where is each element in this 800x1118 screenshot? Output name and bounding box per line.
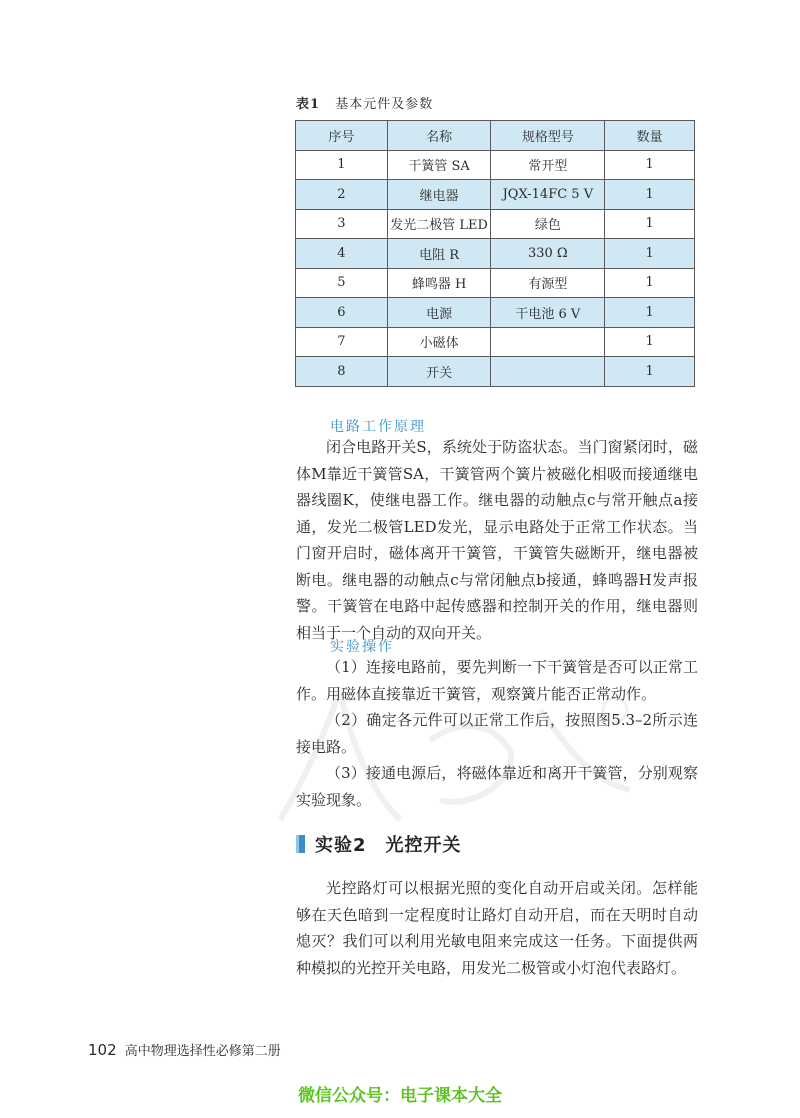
cell-name: 干簧管 SA: [387, 150, 491, 180]
cell-spec: 常开型: [491, 150, 605, 180]
operation-step-2: （2）确定各元件可以正常工作后，按照图5.3–2所示连接电路。: [296, 711, 698, 756]
table-row: [296, 239, 695, 269]
header-spec: 规格型号: [491, 121, 605, 151]
cell-index: 3: [296, 209, 388, 239]
table-row: [296, 180, 695, 210]
table-caption: [296, 93, 433, 112]
book-title: 高中物理选择性必修第二册: [124, 1044, 281, 1059]
cell-quantity: 1: [605, 180, 695, 210]
cell-quantity: 1: [605, 268, 695, 298]
table-header-row: [296, 121, 695, 151]
cell-index: 2: [296, 180, 388, 210]
cell-quantity: 1: [605, 327, 695, 357]
cell-spec: JQX-14FC 5 V: [491, 180, 605, 210]
publisher-watermark: [270, 680, 650, 830]
table-row: [296, 268, 695, 298]
section-heading: [296, 831, 462, 857]
header-index: 序号: [296, 121, 388, 151]
cell-spec: [491, 357, 605, 387]
section-title: 实验2 光控开关: [315, 835, 462, 856]
header-quantity: 数量: [605, 121, 695, 151]
cell-name: 开关: [387, 357, 491, 387]
section-bar-icon: [296, 835, 305, 853]
page-footer: [88, 1040, 281, 1059]
operation-step-1: （1）连接电路前，要先判断一下干簧管是否可以正常工作。用磁体直接靠近干簧管，观察簧片能否正常动作。: [296, 658, 698, 703]
cell-index: 7: [296, 327, 388, 357]
cell-quantity: 1: [605, 150, 695, 180]
cell-quantity: 1: [605, 239, 695, 269]
cell-index: 4: [296, 239, 388, 269]
table-row: [296, 150, 695, 180]
cell-name: 发光二极管 LED: [387, 209, 491, 239]
section-paragraph: 光控路灯可以根据光照的变化自动开启或关闭。怎样能够在天色暗到一定程度时让路灯自动开启，而在天明时自动熄灭？我们可以利用光敏电阻来完成这一任务。下面提供两种模拟的光控开关电路，用发光二极管或小灯泡代表路灯。: [296, 879, 698, 977]
cell-spec: [491, 327, 605, 357]
cell-index: 6: [296, 298, 388, 328]
cell-index: 5: [296, 268, 388, 298]
cell-spec: 有源型: [491, 268, 605, 298]
table-row: [296, 327, 695, 357]
cell-name: 电源: [387, 298, 491, 328]
page-number: 102: [88, 1041, 117, 1059]
principle-paragraph: 闭合电路开关S，系统处于防盗状态。当门窗紧闭时，磁体M靠近干簧管SA，干簧管两个簧片被磁化相吸而接通继电器线圈K，使继电器工作。继电器的动触点c与常开触点a接通，发光二极管LED发光，显示电路处于正常工作状态。当门窗开启时，磁体离开干簧管，干簧管失磁断开，继电器被断电。继电器的动触点c与常闭触点b接通，蜂鸣器H发声报警。干簧管在电路中起传感器和控制开关的作用，继电器则相当于一个自动的双向开关。: [296, 438, 698, 642]
table-caption-title: 基本元件及参数: [335, 97, 434, 112]
parameter-table: [295, 120, 695, 387]
cell-spec: 绿色: [491, 209, 605, 239]
principle-heading: 电路工作原理: [330, 419, 426, 435]
cell-quantity: 1: [605, 209, 695, 239]
cell-quantity: 1: [605, 357, 695, 387]
table-row: [296, 209, 695, 239]
cell-index: 1: [296, 150, 388, 180]
operation-step-3: （3）接通电源后，将磁体靠近和离开干簧管，分别观察实验现象。: [296, 764, 698, 809]
cell-name: 蜂鸣器 H: [387, 268, 491, 298]
cell-name: 继电器: [387, 180, 491, 210]
cell-quantity: 1: [605, 298, 695, 328]
header-name: 名称: [387, 121, 491, 151]
operation-heading: 实验操作: [330, 639, 394, 655]
cell-name: 小磁体: [387, 327, 491, 357]
table-caption-number: 表1: [296, 97, 321, 112]
table-row: [296, 357, 695, 387]
cell-name: 电阻 R: [387, 239, 491, 269]
cell-spec: 干电池 6 V: [491, 298, 605, 328]
cell-index: 8: [296, 357, 388, 387]
table-row: [296, 298, 695, 328]
cell-spec: 330 Ω: [491, 239, 605, 269]
wechat-banner: 微信公众号：电子课本大全: [298, 1086, 502, 1106]
